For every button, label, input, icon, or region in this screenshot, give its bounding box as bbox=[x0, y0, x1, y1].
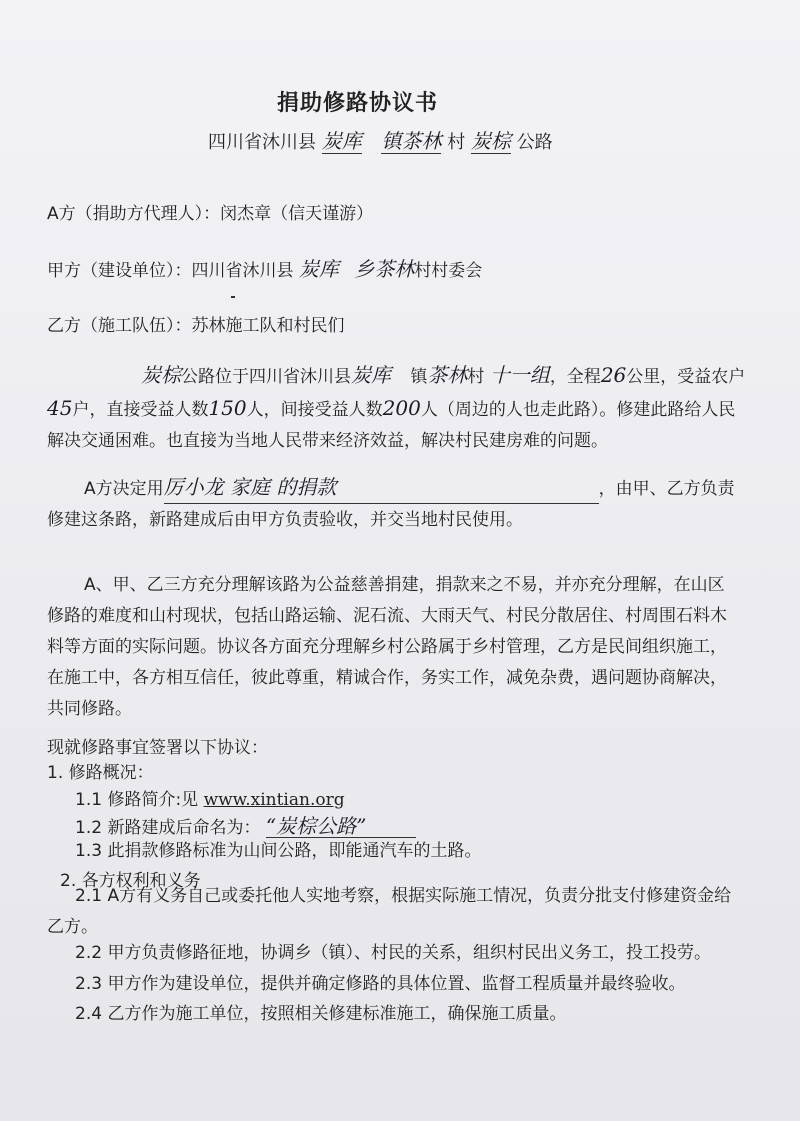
funding-paragraph bbox=[47, 472, 737, 536]
section-1-title: 1. 修路概况： bbox=[47, 763, 154, 783]
intro-handwritten-length: 26 bbox=[600, 363, 627, 387]
funding-text-1: A方决定用 bbox=[84, 479, 164, 499]
handwritten-township: 炭库 bbox=[321, 129, 362, 153]
section-1-3: 1.3 此捐款修路标准为山间公路，即能通汽车的土路。 bbox=[75, 841, 482, 861]
intro-handwritten-indirect: 200 bbox=[382, 396, 421, 420]
party-jia-handwritten-township: 炭库 bbox=[298, 257, 339, 281]
section-1-1-text: 1.1 修路简介:见 bbox=[75, 790, 199, 810]
party-a: A方（捐助方代理人）：闵杰章（信天谨游） bbox=[47, 204, 374, 224]
party-jia-prefix: 甲方（建设单位）：四川省沐川县 bbox=[47, 261, 294, 281]
intro-text-4: ，全程 bbox=[549, 367, 601, 387]
funding-handwritten-source: 厉小龙 家庭 的捐款 bbox=[164, 472, 599, 504]
handwritten-road-name: 炭棕 bbox=[470, 129, 511, 153]
party-jia-handwritten-village: 茶林 bbox=[374, 257, 415, 281]
document-subtitle bbox=[208, 130, 553, 154]
intro-paragraph bbox=[47, 360, 747, 457]
agreement-intro: 现就修路事宜签署以下协议： bbox=[47, 738, 268, 758]
section-1-1 bbox=[75, 789, 345, 811]
section-1-2 bbox=[75, 815, 416, 839]
handwritten-village: 茶林 bbox=[401, 129, 442, 153]
subtitle-prefix: 四川省沐川县 bbox=[208, 132, 316, 153]
party-jia bbox=[47, 258, 482, 282]
section-2-4: 2.4 乙方作为施工单位，按照相关修建标准施工，确保施工质量。 bbox=[75, 1004, 567, 1024]
website-link[interactable]: www.xintian.org bbox=[203, 790, 345, 810]
section-2-1: 2.1 A方有义务自己或委托他人实地考察，根据实际施工情况，负责分批支付修建资金给乙方。 bbox=[47, 886, 732, 937]
village-suffix: 村 bbox=[447, 132, 466, 153]
intro-handwritten-township: 炭库 bbox=[351, 363, 391, 387]
intro-handwritten-village: 茶林 bbox=[427, 363, 468, 387]
party-jia-town-suffix: 乡 bbox=[354, 257, 375, 281]
town-suffix: 镇 bbox=[381, 129, 402, 153]
section-2-2: 2.2 甲方负责修路征地，协调乡（镇）、村民的关系，组织村民出义务工，投工投劳。 bbox=[75, 943, 711, 963]
intro-handwritten-direct: 150 bbox=[208, 396, 247, 420]
party-jia-suffix: 村村委会 bbox=[414, 261, 483, 281]
intro-handwritten-road: 炭棕 bbox=[141, 363, 181, 387]
intro-text-6: 户，直接受益人数 bbox=[72, 400, 209, 420]
intro-text-2: 镇 bbox=[410, 367, 428, 387]
stray-mark bbox=[231, 296, 235, 298]
section-2-3: 2.3 甲方作为建设单位，提供并确定修路的具体位置、监督工程质量并最终验收。 bbox=[75, 974, 686, 994]
funding-text-2: ，由甲、乙方负责修建这条路，新路建成后由甲方负责验收，并交当地村民使用。 bbox=[47, 479, 735, 530]
intro-handwritten-households: 45 bbox=[47, 396, 73, 420]
section-2-title: 2. 各方权利和义务 bbox=[60, 871, 201, 891]
intro-handwritten-group: 十一组 bbox=[489, 363, 550, 387]
document-title: 捐助修路协议书 bbox=[277, 91, 439, 116]
handwritten-road-name-quoted: “炭棕公路” bbox=[266, 815, 416, 838]
road-suffix: 公路 bbox=[516, 132, 553, 153]
party-yi: 乙方（施工队伍）：苏林施工队和村民们 bbox=[47, 316, 345, 336]
understanding-paragraph: A、甲、乙三方充分理解该路为公益慈善捐建，捐款来之不易，并亦充分理解，在山区修路的难度和山村现状，包括山路运输、泥石流、大雨天气、村民分散居住、村周围石料木料等方面的实际问题。协议各方面充分理解乡村公路属于乡村管理，乙方是民间组织施工，在施工中，各方相互信任，彼此尊重，精诚合作，务实工作，减免杂费，遇问题协商解决，共同修路。 bbox=[47, 575, 727, 719]
intro-text-1: 公路位于四川省沐川县 bbox=[181, 367, 351, 387]
intro-text-5: 公里，受益农户 bbox=[626, 367, 746, 387]
intro-text-7: 人，间接受益人数 bbox=[246, 400, 383, 420]
intro-text-3: 村 bbox=[467, 367, 485, 387]
intro-text-8: 人（周边的人也走此路）。修建此路给人民解决交通困难。也直接为当地人民带来经济效益，解决村民建房难的问题。 bbox=[47, 400, 736, 451]
section-1-2-text: 1.2 新路建成后命名为： bbox=[75, 818, 261, 838]
